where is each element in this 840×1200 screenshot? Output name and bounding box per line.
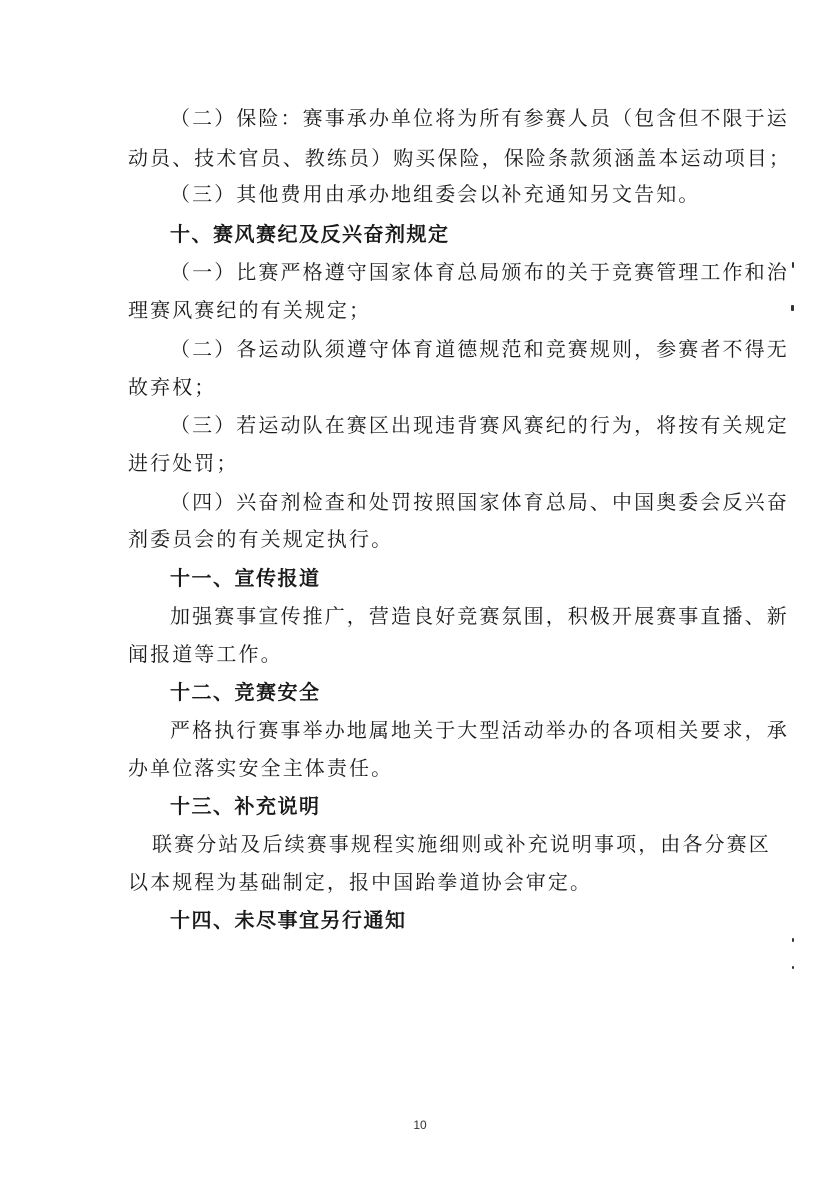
paragraph-line: （四）兴奋剂检查和处罚按照国家体育总局、中国奥委会反兴奋 [170, 490, 789, 514]
scan-speck [792, 938, 794, 942]
paragraph-line: 以本规程为基础制定，报中国跆拳道协会审定。 [128, 870, 593, 894]
paragraph-line: 理赛风赛纪的有关规定； [128, 298, 372, 322]
paragraph-line: 严格执行赛事举办地属地关于大型活动举办的各项相关要求，承 [170, 718, 789, 742]
section-heading: 十二、竞赛安全 [170, 680, 321, 704]
paragraph-line: 加强赛事宣传推广，营造良好竞赛氛围，积极开展赛事直播、新 [170, 604, 789, 628]
paragraph-line: （三）若运动队在赛区出现违背赛风赛纪的行为，将按有关规定 [170, 413, 789, 437]
scan-speck [792, 262, 794, 268]
paragraph-line: （二）各运动队须遵守体育道德规范和竞赛规则，参赛者不得无 [170, 337, 789, 361]
section-heading: 十四、未尽事宜另行通知 [170, 908, 407, 932]
scan-speck [792, 966, 794, 969]
paragraph-line: （三）其他费用由承办地组委会以补充通知另文告知。 [170, 182, 701, 206]
paragraph-line: （一）比赛严格遵守国家体育总局颁布的关于竞赛管理工作和治 [170, 260, 789, 284]
paragraph-line: 联赛分站及后续赛事规程实施细则或补充说明事项，由各分赛区 [152, 832, 771, 856]
section-heading: 十一、宣传报道 [170, 566, 321, 590]
page-number: 10 [413, 1118, 427, 1132]
paragraph-line: （二）保险：赛事承办单位将为所有参赛人员（包含但不限于运 [170, 106, 789, 130]
section-heading: 十三、补充说明 [170, 794, 321, 818]
scan-speck [791, 305, 794, 311]
paragraph-line: 进行处罚； [128, 451, 239, 475]
paragraph-line: 动员、技术官员、教练员）购买保险，保险条款须涵盖本运动项目； [128, 146, 791, 170]
section-heading: 十、赛风赛纪及反兴奋剂规定 [170, 222, 450, 246]
paragraph-line: 闻报道等工作。 [128, 642, 283, 666]
paragraph-line: 剂委员会的有关规定执行。 [128, 527, 394, 551]
paragraph-line: 故弃权； [128, 375, 217, 399]
paragraph-line: 办单位落实安全主体责任。 [128, 756, 394, 780]
